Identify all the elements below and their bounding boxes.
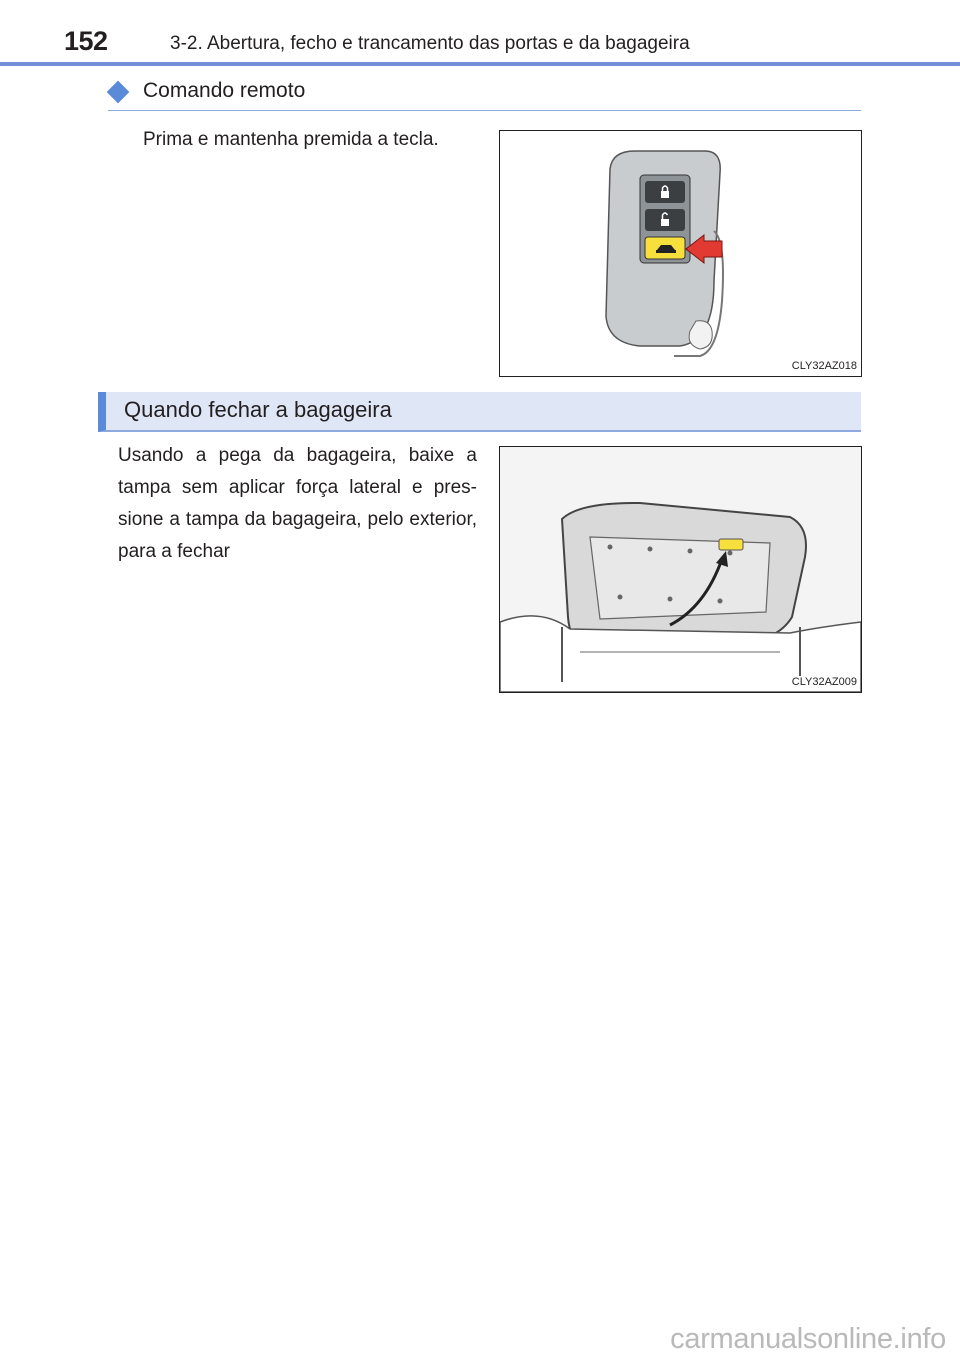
figure-code-remote: CLY32AZ018 [791, 360, 857, 372]
trunk-closing-figure [499, 446, 862, 693]
smart-key-illustration [500, 131, 861, 376]
page-number: 152 [64, 26, 108, 56]
subsection-heading-remote: Comando remoto [143, 79, 306, 102]
remote-instruction-text: Prima e mantenha premida a tecla. [143, 129, 439, 150]
chapter-title: 3-2. Abertura, fecho e trancamento das portas e da bagageira [170, 33, 690, 54]
remote-key-figure [499, 130, 862, 377]
trunk-lid-illustration [500, 447, 861, 692]
section-heading-closing: Quando fechar a bagageira [124, 397, 392, 422]
header-rule [0, 62, 960, 66]
figure-code-closing: CLY32AZ009 [791, 676, 857, 688]
subsection-rule [108, 110, 861, 111]
section-heading-bar [98, 392, 861, 432]
closing-instruction-text: Usando a pega da bagageira, baixe a tampa sem aplicar força lateral e pressione a tampa da bagageira, pelo exterior, para a fechar [118, 445, 477, 562]
watermark: carmanualsonline.info [670, 1323, 946, 1355]
diamond-bullet-icon [107, 81, 130, 104]
